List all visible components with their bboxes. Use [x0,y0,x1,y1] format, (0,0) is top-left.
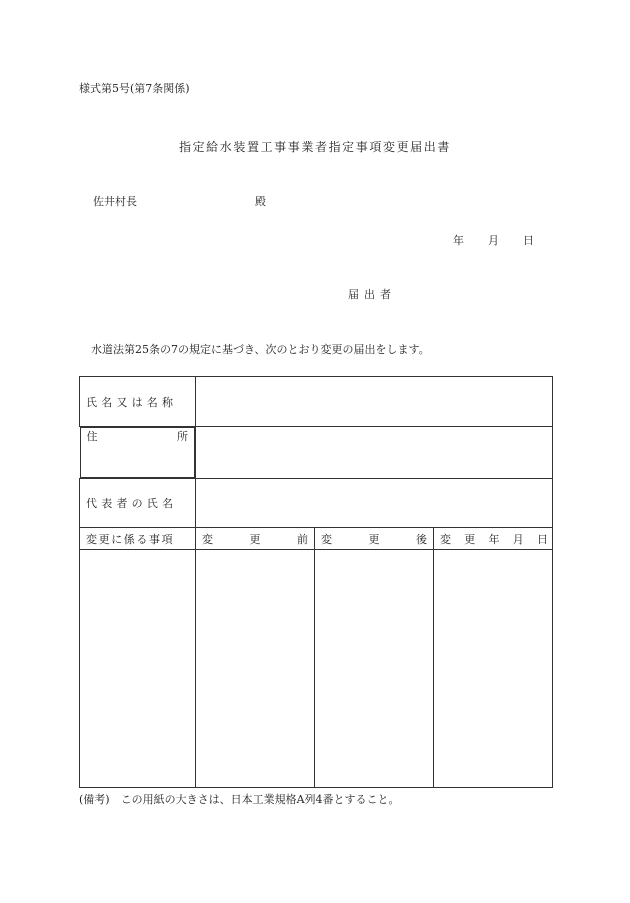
change-date-header-e: 日 [537,532,548,546]
after-header-a: 変 [321,532,332,546]
date-month-label: 月 [488,234,499,247]
addressee-honorific: 殿 [255,195,266,208]
change-form-table [79,376,553,788]
remark-note: (備考) この用紙の大きさは、日本工業規格A列4番とすること。 [79,793,400,806]
form-number-label: 様式第5号(第7条関係) [79,82,190,95]
statement-text: 水道法第25条の7の規定に基づき、次のとおり変更の届出をします。 [91,343,430,356]
change-header-row [80,528,553,550]
name-label: 氏名又は名称 [80,377,196,427]
representative-row [80,479,553,528]
change-date-header-a: 変 [440,532,451,546]
change-item-field[interactable] [80,550,196,788]
before-header-a: 変 [202,532,213,546]
change-item-header: 変更に係る事項 [80,528,196,550]
after-header [315,528,434,550]
addressee-name: 佐井村長 [93,195,137,208]
change-date-header-c: 年 [488,532,500,546]
date-year-label: 年 [453,234,464,247]
change-date-header-b: 更 [464,532,476,546]
document-title: 指定給水装置工事事業者指定事項変更届出書 [178,140,451,154]
after-field[interactable] [315,550,434,788]
before-field[interactable] [196,550,315,788]
change-body-row [80,550,553,788]
name-field[interactable] [196,377,553,427]
address-label [80,427,196,478]
before-header-b: 更 [249,532,261,546]
change-date-header [434,528,553,550]
address-field[interactable] [196,427,553,479]
applicant-label: 届出者 [348,288,396,301]
after-header-b: 更 [368,532,380,546]
change-date-field[interactable] [434,550,553,788]
representative-label: 代表者の氏名 [80,479,196,528]
before-header-c: 前 [297,532,308,546]
address-row [80,427,553,479]
date-day-label: 日 [523,234,534,247]
address-label-left: 住 [86,430,98,443]
after-header-c: 後 [416,532,427,546]
address-label-right: 所 [177,430,188,443]
before-header [196,528,315,550]
name-row [80,377,553,427]
representative-field[interactable] [196,479,553,528]
change-date-header-d: 月 [512,532,524,546]
